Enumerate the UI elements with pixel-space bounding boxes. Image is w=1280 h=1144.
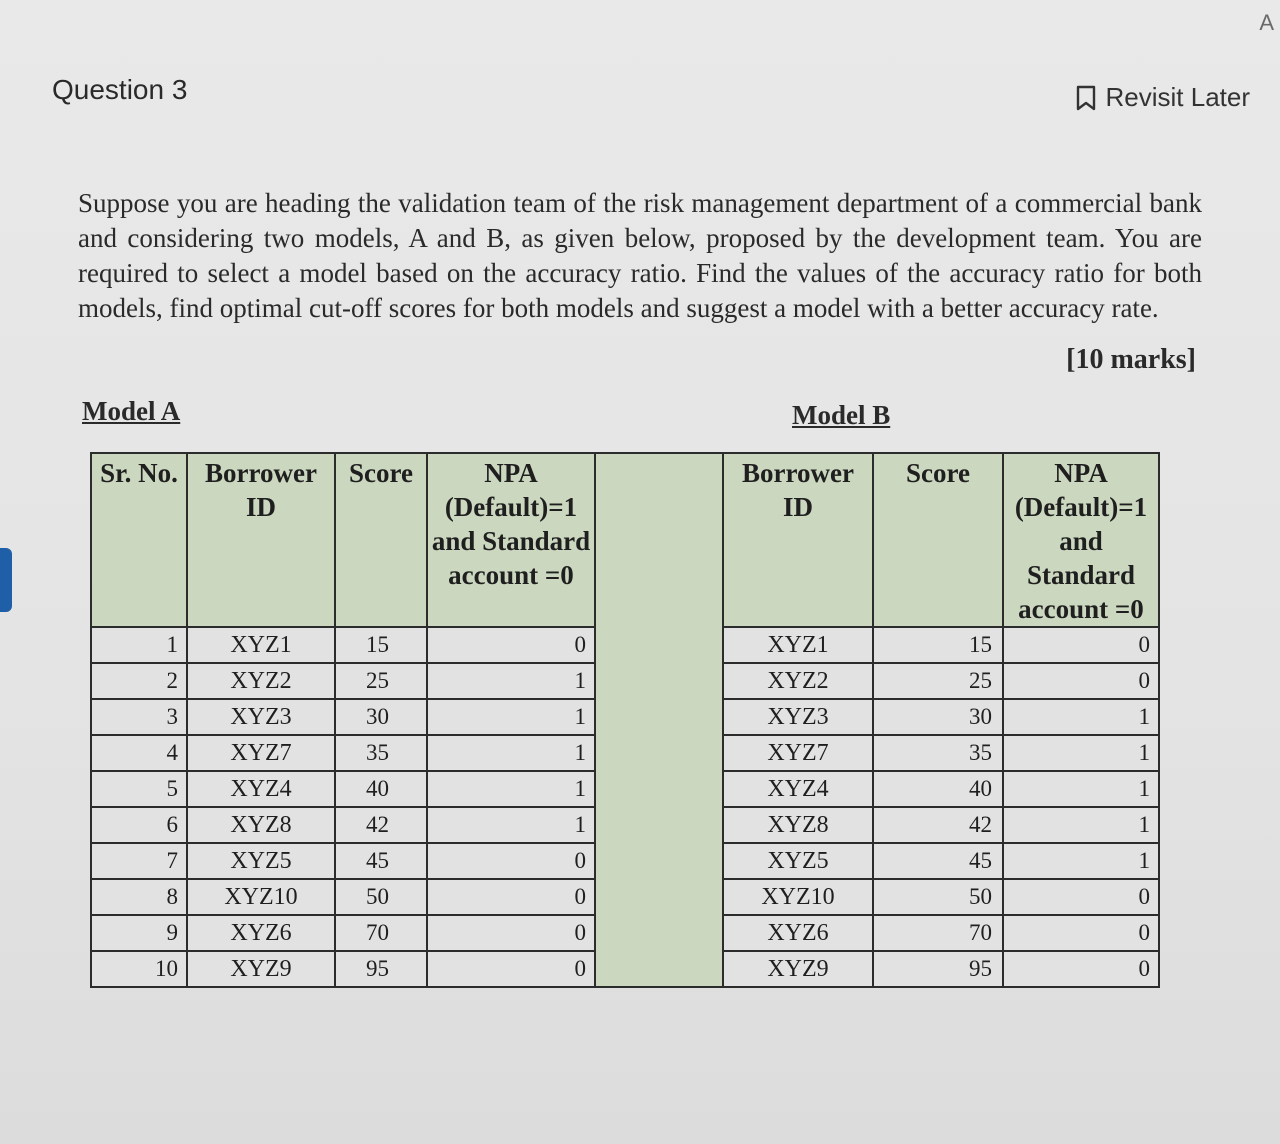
model-a-borrower-id-cell: XYZ9 [187,951,335,987]
model-b-score-cell: 95 [873,951,1003,987]
side-panel-tab[interactable] [0,548,12,612]
model-a-sr-no-cell: 5 [91,771,187,807]
model-b-npa-cell: 0 [1003,879,1159,915]
table-gap-column [595,453,723,987]
model-b-borrower-id-cell: XYZ4 [723,771,873,807]
model-a-npa-cell: 1 [427,735,595,771]
model-b-borrower-id-cell: XYZ6 [723,915,873,951]
model-a-score-cell: 42 [335,807,427,843]
model-a-sr-no-cell: 6 [91,807,187,843]
model-a-score-cell: 40 [335,771,427,807]
model-b-score-cell: 30 [873,699,1003,735]
model-a-borrower-id-cell: XYZ10 [187,879,335,915]
model-b-borrower-id-cell: XYZ8 [723,807,873,843]
model-b-npa-cell: 0 [1003,951,1159,987]
model-a-score-cell: 70 [335,915,427,951]
model-b-borrower-id-cell: XYZ5 [723,843,873,879]
table-header-row [91,453,1159,627]
model-b-score-cell: 15 [873,627,1003,663]
model-a-score-cell: 30 [335,699,427,735]
model-b-npa-cell: 0 [1003,915,1159,951]
model-a-sr-no-cell: 9 [91,915,187,951]
model-b-npa-cell: 1 [1003,771,1159,807]
model-b-borrower-id-cell: XYZ9 [723,951,873,987]
header-score-a: Score [335,453,427,627]
bookmark-icon [1076,85,1096,111]
model-b-npa-cell: 1 [1003,735,1159,771]
model-b-score-cell: 35 [873,735,1003,771]
model-a-borrower-id-cell: XYZ8 [187,807,335,843]
model-a-score-cell: 95 [335,951,427,987]
model-b-score-cell: 50 [873,879,1003,915]
header-borrower-id-b: Borrower ID [723,453,873,627]
model-a-npa-cell: 0 [427,843,595,879]
model-a-npa-cell: 1 [427,771,595,807]
model-a-npa-cell: 1 [427,807,595,843]
model-a-sr-no-cell: 4 [91,735,187,771]
model-a-score-cell: 35 [335,735,427,771]
model-a-npa-cell: 0 [427,627,595,663]
question-title: Question 3 [52,74,188,105]
model-a-borrower-id-cell: XYZ6 [187,915,335,951]
model-b-score-cell: 45 [873,843,1003,879]
model-a-score-cell: 45 [335,843,427,879]
model-b-score-cell: 40 [873,771,1003,807]
model-b-borrower-id-cell: XYZ10 [723,879,873,915]
model-b-npa-cell: 1 [1003,807,1159,843]
model-a-npa-cell: 0 [427,915,595,951]
question-body: Suppose you are heading the validation team of the risk management department of a commercial bank and considering two models, A and B, as given below, proposed by the development team. You are required to select a model based on the accuracy ratio. Find the values of the accuracy ratio for both models, find optimal cut-off scores for both models and suggest a model with a better accuracy rate. [78,188,1202,323]
header-npa-a: NPA (Default)=1 and Standard account =0 [427,453,595,627]
model-a-label: Model A [82,396,181,426]
header-npa-b: NPA (Default)=1 and Standard account =0 [1003,453,1159,627]
models-table [90,452,1160,988]
model-b-npa-cell: 0 [1003,663,1159,699]
model-a-sr-no-cell: 3 [91,699,187,735]
model-a-sr-no-cell: 7 [91,843,187,879]
model-b-score-cell: 42 [873,807,1003,843]
model-a-npa-cell: 1 [427,699,595,735]
model-a-sr-no-cell: 8 [91,879,187,915]
model-a-borrower-id-cell: XYZ3 [187,699,335,735]
model-a-borrower-id-cell: XYZ4 [187,771,335,807]
model-b-label: Model B [792,400,891,430]
model-a-score-cell: 50 [335,879,427,915]
model-b-borrower-id-cell: XYZ3 [723,699,873,735]
model-b-borrower-id-cell: XYZ2 [723,663,873,699]
model-a-sr-no-cell: 1 [91,627,187,663]
model-a-borrower-id-cell: XYZ2 [187,663,335,699]
model-a-score-cell: 15 [335,627,427,663]
model-a-npa-cell: 0 [427,879,595,915]
model-b-npa-cell: 1 [1003,699,1159,735]
model-b-borrower-id-cell: XYZ7 [723,735,873,771]
model-a-borrower-id-cell: XYZ5 [187,843,335,879]
corner-text: A [1259,10,1274,35]
revisit-later-button[interactable] [1076,82,1251,113]
model-b-score-cell: 70 [873,915,1003,951]
model-a-npa-cell: 0 [427,951,595,987]
model-a-sr-no-cell: 10 [91,951,187,987]
model-a-npa-cell: 1 [427,663,595,699]
header-score-b: Score [873,453,1003,627]
model-a-score-cell: 25 [335,663,427,699]
model-b-score-cell: 25 [873,663,1003,699]
model-b-npa-cell: 0 [1003,627,1159,663]
model-b-npa-cell: 1 [1003,843,1159,879]
revisit-later-label: Revisit Later [1105,82,1250,112]
model-b-borrower-id-cell: XYZ1 [723,627,873,663]
model-a-borrower-id-cell: XYZ1 [187,627,335,663]
model-a-sr-no-cell: 2 [91,663,187,699]
marks-label: [10 marks] [1066,344,1196,375]
header-borrower-id-a: Borrower ID [187,453,335,627]
header-sr-no: Sr. No. [91,453,187,627]
model-a-borrower-id-cell: XYZ7 [187,735,335,771]
